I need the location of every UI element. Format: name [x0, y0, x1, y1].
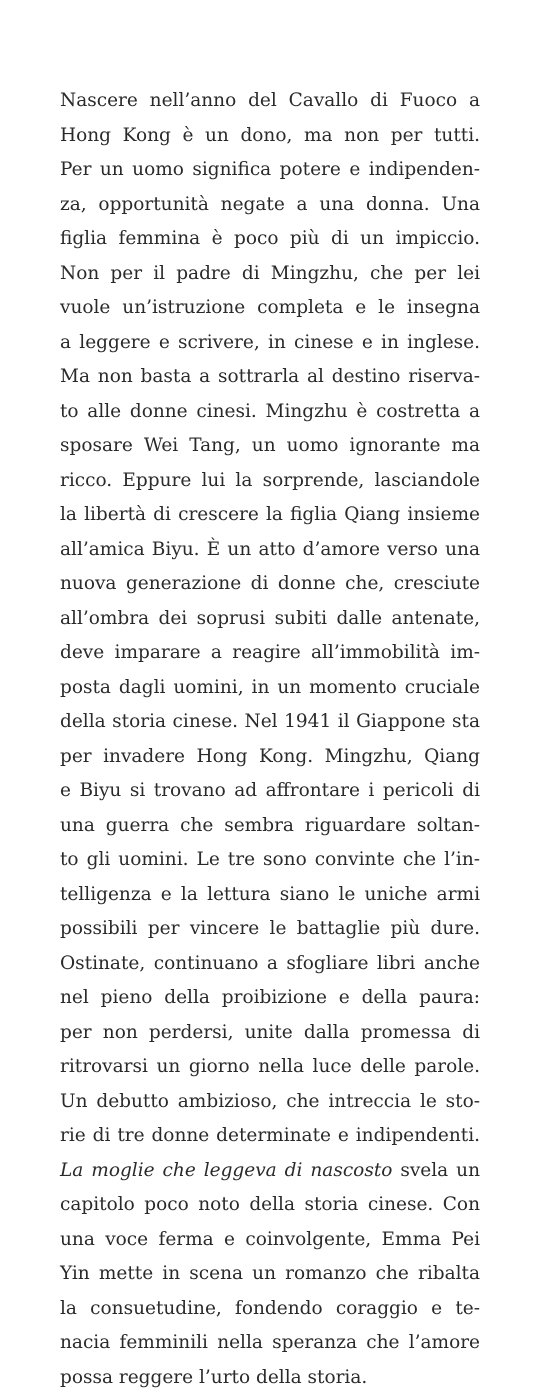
- text-line-with-title: [60, 1154, 480, 1189]
- text-line: Nascere nell’anno del Cavallo di Fuoco a: [60, 84, 480, 119]
- text-line: possibili per vincere le battaglie più dure.: [60, 912, 480, 947]
- text-line: possa reggere l’urto della storia.: [60, 1361, 480, 1395]
- text-line: all’amica Biyu. È un atto d’amore verso una: [60, 533, 480, 568]
- text-line: Per un uomo significa potere e indipenden-: [60, 153, 480, 188]
- text-line: una voce ferma e coinvolgente, Emma Pei: [60, 1223, 480, 1258]
- text-line: della storia cinese. Nel 1941 il Giappone sta: [60, 705, 480, 740]
- text-line: la consuetudine, fondendo coraggio e te-: [60, 1292, 480, 1327]
- text-line: all’ombra dei soprusi subiti dalle antenate,: [60, 602, 480, 637]
- text-line: una guerra che sembra riguardare soltan-: [60, 809, 480, 844]
- text-line: ritrovarsi un giorno nella luce delle parole.: [60, 1050, 480, 1085]
- book-title: La moglie che leggeva di nascosto: [60, 1160, 392, 1181]
- text-line: nuova generazione di donne che, cresciute: [60, 567, 480, 602]
- text-line: to alle donne cinesi. Mingzhu è costretta a: [60, 395, 480, 430]
- text-line: Un debutto ambizioso, che intreccia le sto-: [60, 1085, 480, 1120]
- text-line: capitolo poco noto della storia cinese. Con: [60, 1188, 480, 1223]
- text-fragment: svela un: [392, 1160, 480, 1181]
- synopsis-text: [60, 84, 480, 1395]
- text-line: Yin mette in scena un romanzo che ribalta: [60, 1257, 480, 1292]
- text-line: e Biyu si trovano ad affrontare i pericoli di: [60, 774, 480, 809]
- text-line: per invadere Hong Kong. Mingzhu, Qiang: [60, 740, 480, 775]
- text-line: Ostinate, continuano a sfogliare libri anche: [60, 947, 480, 982]
- text-line: za, opportunità negate a una donna. Una: [60, 188, 480, 223]
- text-line: ricco. Eppure lui la sorprende, lasciandole: [60, 464, 480, 499]
- text-line: per non perdersi, unite dalla promessa di: [60, 1016, 480, 1051]
- text-line: to gli uomini. Le tre sono convinte che l’in-: [60, 843, 480, 878]
- text-line: posta dagli uomini, in un momento cruciale: [60, 671, 480, 706]
- text-line: figlia femmina è poco più di un impiccio.: [60, 222, 480, 257]
- text-line: la libertà di crescere la figlia Qiang insieme: [60, 498, 480, 533]
- text-line: sposare Wei Tang, un uomo ignorante ma: [60, 429, 480, 464]
- text-line: vuole un’istruzione completa e le insegna: [60, 291, 480, 326]
- text-line: Ma non basta a sottrarla al destino riserva-: [60, 360, 480, 395]
- text-line: Non per il padre di Mingzhu, che per lei: [60, 257, 480, 292]
- text-line: a leggere e scrivere, in cinese e in inglese.: [60, 326, 480, 361]
- text-line: rie di tre donne determinate e indipendenti.: [60, 1119, 480, 1154]
- text-line: telligenza e la lettura siano le uniche armi: [60, 878, 480, 913]
- text-line: Hong Kong è un dono, ma non per tutti.: [60, 119, 480, 154]
- text-line: nel pieno della proibizione e della paura:: [60, 981, 480, 1016]
- text-line: deve imparare a reagire all’immobilità im-: [60, 636, 480, 671]
- text-line: nacia femminili nella speranza che l’amore: [60, 1326, 480, 1361]
